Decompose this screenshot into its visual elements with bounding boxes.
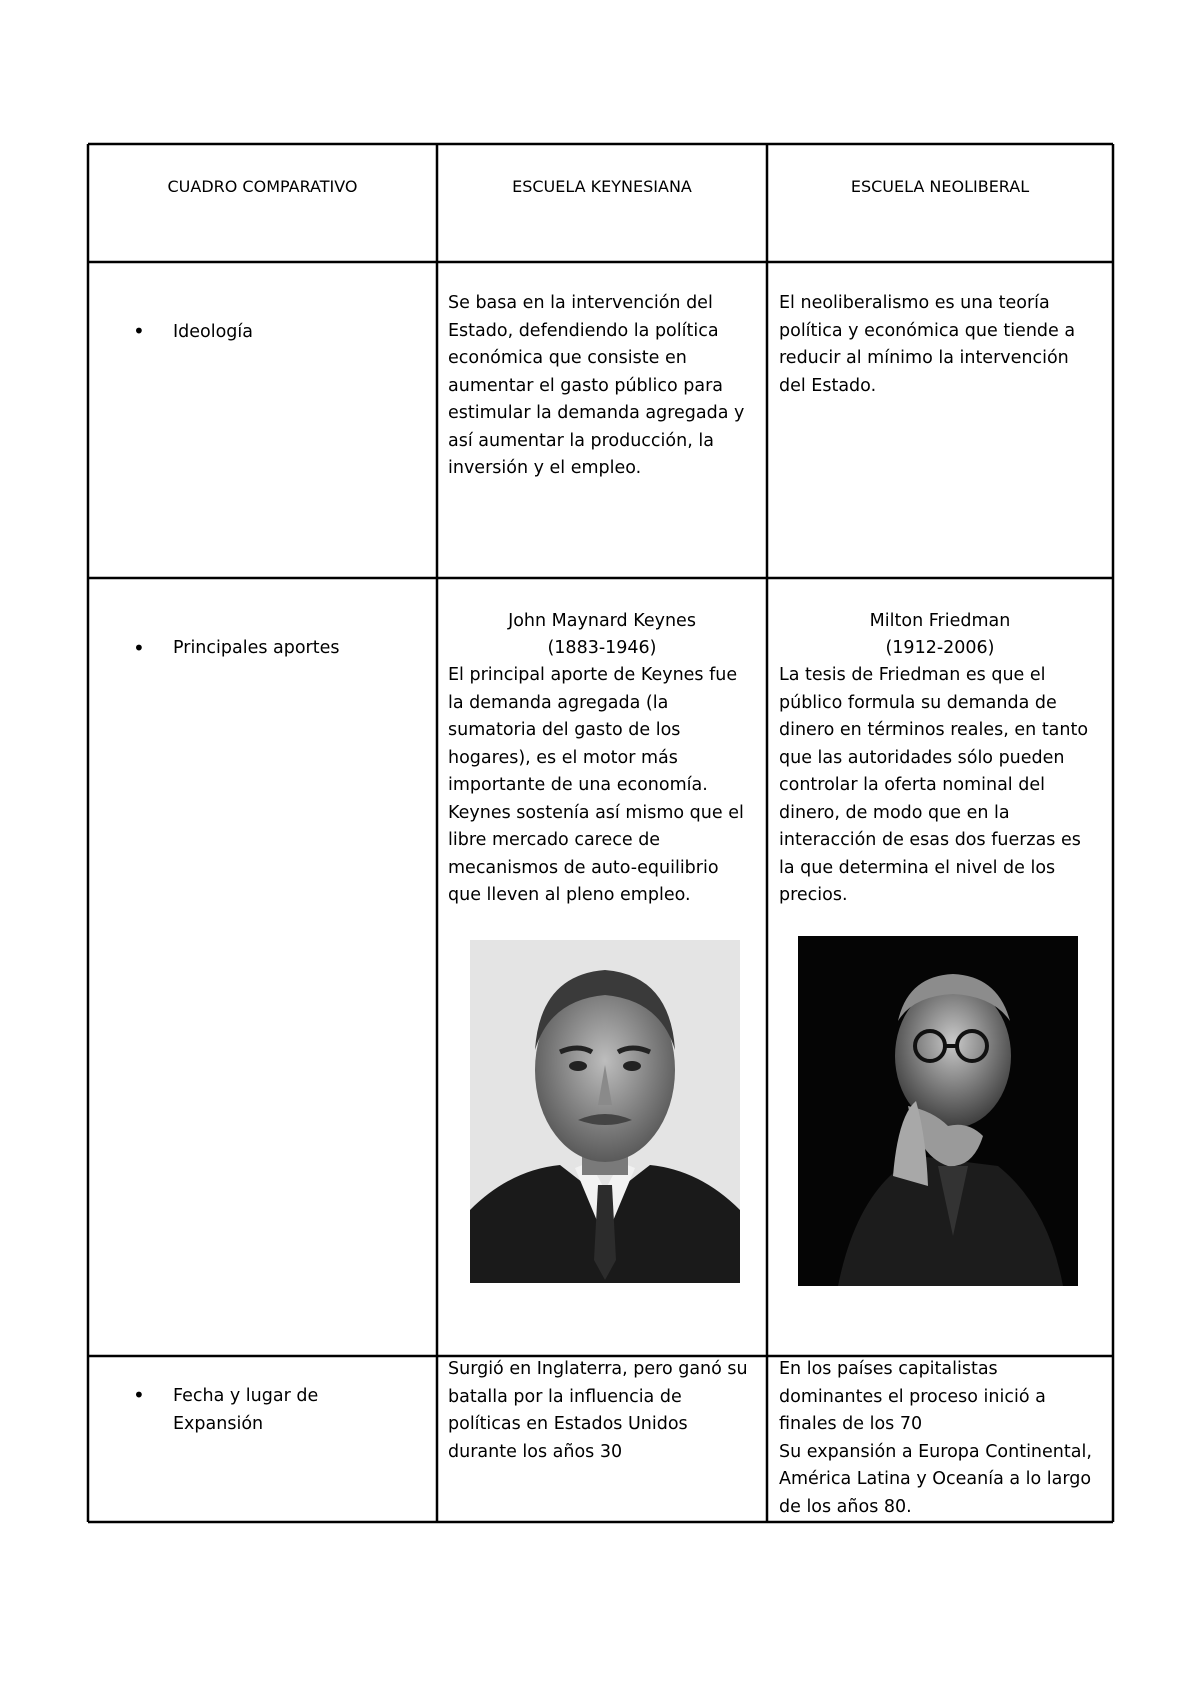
header-escuela-keynesiana: ESCUELA KEYNESIANA	[512, 177, 692, 196]
keynes-name: John Maynard Keynes	[508, 611, 696, 631]
row-label-fecha-lugar: Fecha y lugar de Expansión	[173, 1386, 319, 1434]
bullet-ideologia: •	[133, 319, 145, 343]
keynesiana-aportes-text: El principal aporte de Keynes fue la demanda agregada (la sumatoria del gasto de los hogares), es el motor más importante de una economía. Keynes sostenía así mismo que el libre mercado carece de mecanismos de auto-equilibrio que lleven al pleno empleo.	[448, 665, 744, 905]
keynes-portrait	[470, 940, 740, 1283]
keynesiana-expansion-text: Surgió en Inglaterra, pero ganó su batalla por la influencia de políticas en Estados Unidos durante los años 30	[448, 1359, 748, 1462]
header-escuela-neoliberal: ESCUELA NEOLIBERAL	[850, 177, 1030, 196]
friedman-name: Milton Friedman	[869, 611, 1011, 631]
row-label-principales-aportes: Principales aportes	[173, 638, 340, 658]
keynes-years: (1883-1946)	[547, 638, 657, 658]
bullet-fecha-lugar: •	[133, 1383, 145, 1407]
neoliberal-aportes-text: La tesis de Friedman es que el público formula su demanda de dinero en términos reales, en tanto que las autoridades sólo pueden controlar la oferta nominal del dinero, de modo que en la interacción de esas dos fuerzas es la que determina el nivel de los precios.	[779, 665, 1089, 905]
keynesiana-ideologia-text: Se basa en la intervención del Estado, defendiendo la política económica que consiste en aumentar el gasto público para estimular la demanda agregada y así aumentar la producción, la inversión y el empleo.	[448, 293, 745, 478]
friedman-years: (1912-2006)	[885, 638, 995, 658]
bullet-principales-aportes: •	[133, 636, 145, 660]
row-label-ideologia: Ideología	[173, 322, 254, 342]
header-cuadro-comparativo: CUADRO COMPARATIVO	[167, 177, 358, 196]
neoliberal-ideologia-text: El neoliberalismo es una teoría política y económica que tiende a reducir al mínimo la intervención del Estado.	[779, 293, 1076, 396]
friedman-portrait	[798, 936, 1078, 1286]
neoliberal-expansion-text: En los países capitalistas dominantes el proceso inició a finales de los 70 Su expansión a Europa Continental, América Latina y Oceanía a lo largo de los años 80.	[779, 1359, 1092, 1517]
